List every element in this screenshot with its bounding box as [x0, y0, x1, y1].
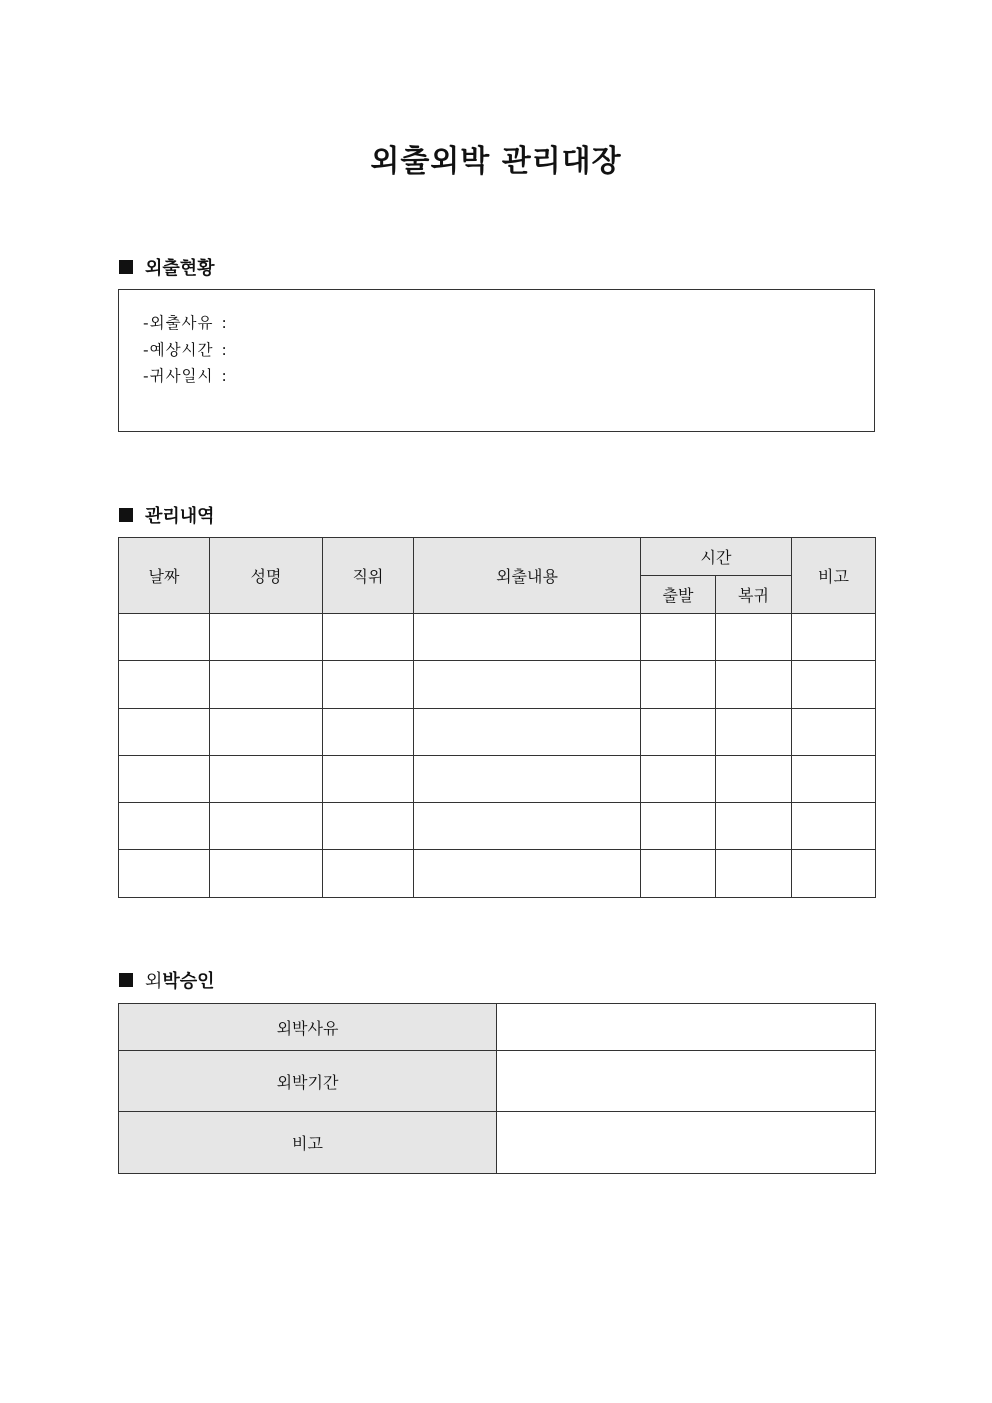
table-cell[interactable] [792, 850, 876, 897]
table-row [119, 803, 876, 850]
status-separator: : [221, 314, 227, 332]
table-cell[interactable] [414, 661, 641, 708]
table-cell[interactable] [641, 803, 716, 850]
table-cell[interactable] [716, 614, 792, 661]
row-value[interactable] [497, 1051, 876, 1112]
section-heading-text: 관리내역 [145, 506, 215, 527]
column-header-return: 복귀 [716, 576, 792, 614]
table-cell[interactable] [716, 755, 792, 802]
table-cell[interactable] [210, 708, 323, 755]
table-cell[interactable] [641, 708, 716, 755]
table-cell[interactable] [792, 708, 876, 755]
section-heading-outing-status [119, 254, 215, 280]
table-cell[interactable] [210, 614, 323, 661]
table-cell[interactable] [210, 850, 323, 897]
table-row [119, 708, 876, 755]
table-cell[interactable] [641, 661, 716, 708]
status-line-return-datetime [143, 363, 874, 390]
table-cell[interactable] [641, 614, 716, 661]
section-heading-overnight-approval [119, 967, 215, 993]
table-row [119, 755, 876, 802]
management-log-table [118, 537, 876, 898]
table-cell[interactable] [716, 850, 792, 897]
row-label: 외박기간 [119, 1051, 497, 1112]
table-cell[interactable] [119, 803, 210, 850]
row-value[interactable] [497, 1112, 876, 1174]
table-cell[interactable] [119, 708, 210, 755]
column-header-time: 시간 [641, 538, 792, 576]
section-heading-text: 박승인 [162, 971, 215, 992]
status-line-expected-time [143, 337, 874, 364]
table-cell[interactable] [323, 755, 414, 802]
table-row [119, 850, 876, 897]
column-header-note: 비고 [792, 538, 876, 614]
status-label: -귀사일시 [143, 367, 214, 385]
table-cell[interactable] [210, 661, 323, 708]
document-title: 외출외박 관리대장 [370, 144, 622, 179]
table-cell[interactable] [792, 755, 876, 802]
overnight-approval-table [118, 1003, 876, 1174]
column-header-depart: 출발 [641, 576, 716, 614]
approval-row-note [119, 1112, 876, 1174]
status-line-reason [143, 310, 874, 337]
section-heading-text: 외출현황 [145, 258, 215, 279]
table-cell[interactable] [792, 803, 876, 850]
square-bullet-icon [119, 508, 133, 522]
outing-status-box [118, 289, 875, 432]
status-label: -외출사유 [143, 314, 214, 332]
table-cell[interactable] [792, 614, 876, 661]
approval-row-period [119, 1051, 876, 1112]
table-cell[interactable] [323, 661, 414, 708]
row-label: 비고 [119, 1112, 497, 1174]
status-separator: : [221, 340, 227, 359]
table-row [119, 661, 876, 708]
row-label: 외박사유 [119, 1004, 497, 1051]
status-label: -예상시간 [143, 340, 214, 359]
status-separator: : [221, 367, 227, 385]
table-cell[interactable] [119, 850, 210, 897]
table-cell[interactable] [119, 661, 210, 708]
table-cell[interactable] [716, 708, 792, 755]
table-cell[interactable] [414, 614, 641, 661]
table-cell[interactable] [210, 803, 323, 850]
square-bullet-icon [119, 973, 133, 987]
table-cell[interactable] [716, 803, 792, 850]
table-cell[interactable] [119, 614, 210, 661]
table-cell[interactable] [792, 661, 876, 708]
approval-row-reason [119, 1004, 876, 1051]
table-cell[interactable] [323, 803, 414, 850]
table-cell[interactable] [641, 850, 716, 897]
table-cell[interactable] [323, 614, 414, 661]
column-header-content: 외출내용 [414, 538, 641, 614]
table-cell[interactable] [641, 755, 716, 802]
table-cell[interactable] [414, 850, 641, 897]
column-header-date: 날짜 [119, 538, 210, 614]
column-header-position: 직위 [323, 538, 414, 614]
table-cell[interactable] [716, 661, 792, 708]
square-bullet-icon [119, 260, 133, 274]
section-heading-prefix: 외 [145, 971, 163, 992]
table-cell[interactable] [414, 708, 641, 755]
section-heading-management-log [119, 502, 215, 528]
column-header-name: 성명 [210, 538, 323, 614]
row-value[interactable] [497, 1004, 876, 1051]
table-cell[interactable] [323, 850, 414, 897]
table-row [119, 614, 876, 661]
table-cell[interactable] [210, 755, 323, 802]
table-cell[interactable] [119, 755, 210, 802]
table-cell[interactable] [323, 708, 414, 755]
table-cell[interactable] [414, 803, 641, 850]
table-cell[interactable] [414, 755, 641, 802]
